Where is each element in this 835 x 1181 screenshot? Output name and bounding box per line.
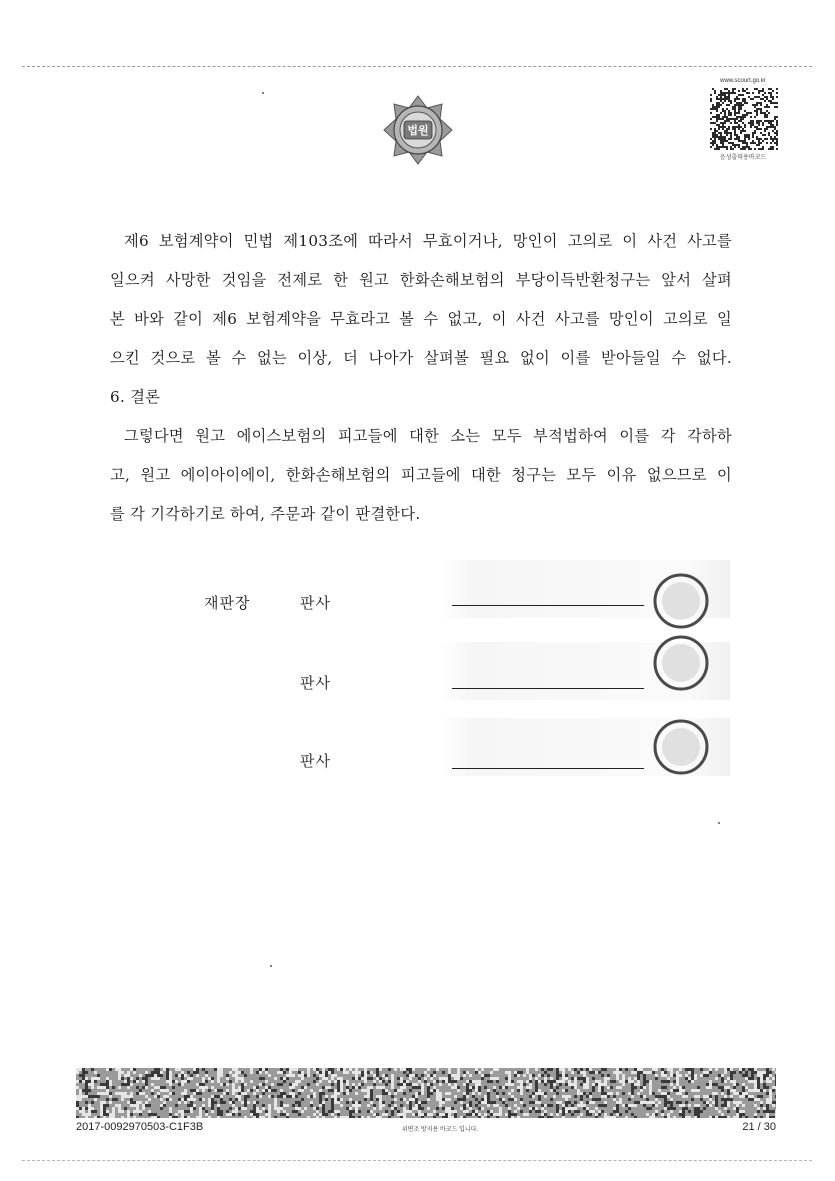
page-number: 21 / 30 [742,1121,776,1133]
qr-code-icon [710,88,778,150]
document-id: 2017-0092970503-C1F3B [76,1121,204,1133]
judge-stamp-icon [652,634,710,692]
scan-speck [718,822,720,824]
seal-text: 법원 [407,124,429,137]
top-scan-rule [22,66,812,67]
paragraph-line: 그렇다면 원고 에이스보험의 피고들에 대한 소는 모두 부적법하여 이를 각 각하하 [124,427,732,445]
signature-row-judge-2 [0,642,835,702]
signature-line [452,688,644,689]
judge-stamp-icon [652,572,710,630]
paragraph-line: 를 각 기각하기로 하여, 주문과 같이 판결한다. [110,505,421,523]
judge-stamp-icon [652,718,710,776]
court-seal-icon [380,92,456,168]
barcode-notice: 위변조 방지용 바코드 입니다. [401,1127,479,1133]
signature-row-presiding [0,560,835,620]
judgment-body [110,222,732,534]
judge-title-label: 판사 [300,594,331,612]
presiding-role-label: 재판장 [204,594,251,612]
paragraph-line: 일으켜 사망한 것임을 전제로 한 원고 한화손해보험의 부당이득반환청구는 앞서 살펴 [110,271,732,289]
qr-caption-label: 음성출력용바코드 [719,155,767,161]
anti-forgery-barcode-icon [76,1068,776,1118]
scan-speck [270,965,272,967]
section-heading: 6. 결론 [110,388,161,406]
signature-row-judge-3 [0,718,835,778]
qr-url-label: www.scourt.go.kr [720,78,766,84]
paragraph-line: 으킨 것으로 볼 수 없는 이상, 더 나아가 살펴볼 필요 없이 이를 받아들일 수 없다. [110,349,732,367]
signature-line [452,605,644,606]
paragraph-line: 고, 원고 에이아이에이, 한화손해보험의 피고들에 대한 청구는 모두 이유 없으므로 이 [110,466,732,484]
paragraph-line: 본 바와 같이 제6 보험계약을 무효라고 볼 수 없고, 이 사건 사고를 망인이 고의로 일 [110,310,732,328]
signature-line [452,768,644,769]
judge-title-label: 판사 [300,674,331,692]
judge-title-label: 판사 [300,752,331,770]
bottom-scan-rule [22,1160,812,1161]
scan-speck [262,92,264,94]
paragraph-line: 제6 보험계약이 민법 제103조에 따라서 무효이거나, 망인이 고의로 이 사건 사고를 [124,232,732,250]
